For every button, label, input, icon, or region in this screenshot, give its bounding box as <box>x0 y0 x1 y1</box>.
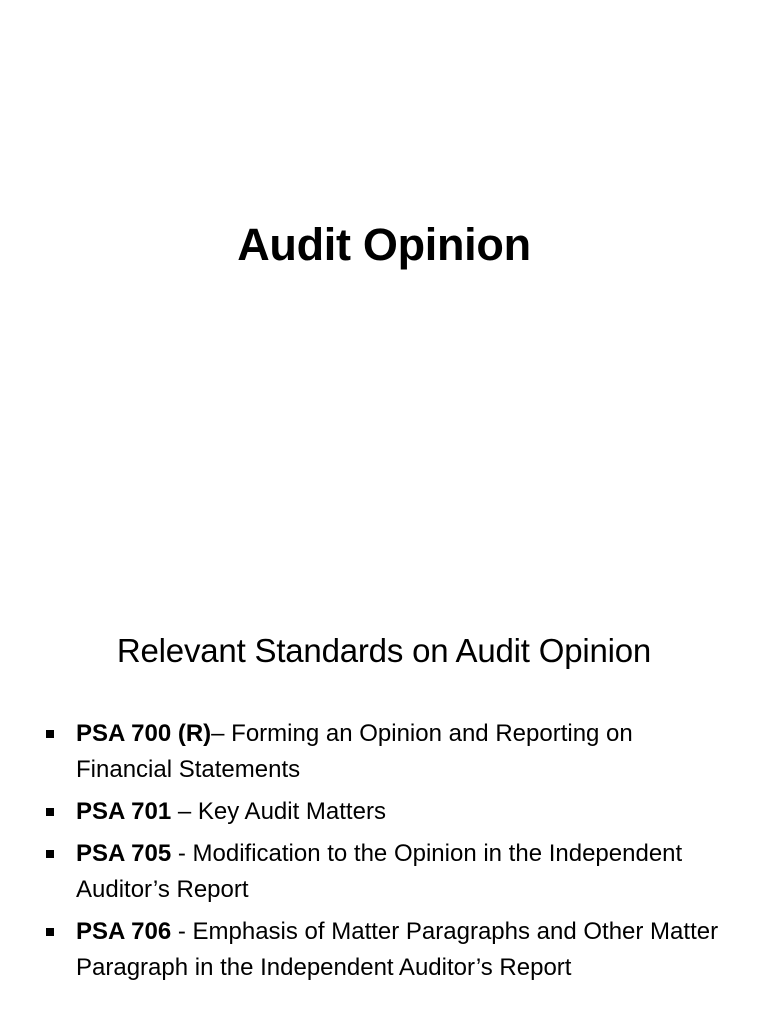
standard-code: PSA 706 <box>76 918 172 945</box>
standard-description: – Forming an Opinion and Reporting on Financial Statements <box>76 720 633 783</box>
standard-description: - Modification to the Opinion in the Independent Auditor’s Report <box>76 840 683 903</box>
square-bullet-icon <box>46 928 54 936</box>
list-item <box>40 794 730 830</box>
list-item <box>40 836 730 908</box>
standard-code: PSA 700 (R) <box>76 720 212 747</box>
square-bullet-icon <box>46 850 54 858</box>
standard-description: – Key Audit Matters <box>171 798 386 825</box>
square-bullet-icon <box>46 730 54 738</box>
standard-code: PSA 701 <box>76 798 172 825</box>
square-bullet-icon <box>46 808 54 816</box>
standard-description: - Emphasis of Matter Paragraphs and Other Matter Paragraph in the Independent Auditor’s Report <box>76 918 719 981</box>
standard-code: PSA 705 <box>76 840 172 867</box>
list-item <box>40 914 730 986</box>
standards-slide <box>0 576 768 1024</box>
list-item <box>40 716 730 788</box>
slide-heading: Relevant Standards on Audit Opinion <box>116 632 652 669</box>
standards-list <box>40 716 730 992</box>
slide-title: Audit Opinion <box>237 219 531 270</box>
